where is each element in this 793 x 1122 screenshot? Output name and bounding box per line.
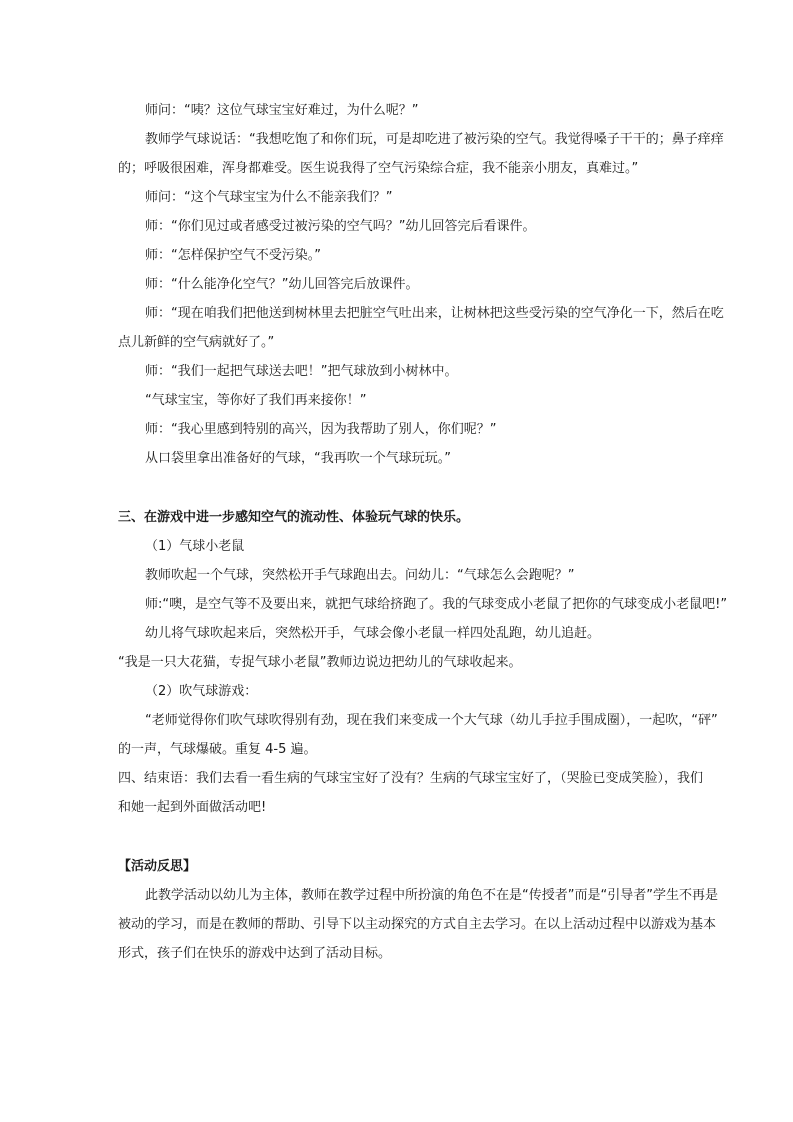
- reflection-line-1: 此教学活动以幼儿为主体，教师在教学过程中所扮演的角色不在是“传授者”而是“引导者”学生不再是: [145, 888, 718, 903]
- game-2-title: （2）吹气球游戏：: [145, 684, 258, 699]
- dialogue-line-8: 师：“现在咱我们把他送到树林里去把脏空气吐出来，让树林把这些受污染的空气净化一下，然后在吃: [145, 306, 724, 321]
- section-3-heading: 三、在游戏中进一步感知空气的流动性、体验玩气球的快乐。: [118, 510, 470, 525]
- game-line-5: “老师觉得你们吹气球吹得别有劲，现在我们来变成一个大气球（幼儿手拉手围成圈），一起吹，“砰”: [145, 713, 718, 728]
- dialogue-line-7: 师：“什么能净化空气？”幼儿回答完后放课件。: [145, 277, 419, 292]
- game-line-3: 幼儿将气球吹起来后，突然松开手，气球会像小老鼠一样四处乱跑，幼儿追赶。: [145, 626, 601, 641]
- dialogue-line-10: 师：“我们一起把气球送去吧！”把气球放到小树林中。: [145, 364, 458, 379]
- dialogue-line-6: 师：“怎样保护空气不受污染。”: [145, 248, 321, 263]
- dialogue-line-1: 师问：“咦？这位气球宝宝好难过，为什么呢？”: [145, 103, 419, 118]
- reflection-heading: 【活动反思】: [118, 859, 197, 874]
- game-line-2: 师:“噢，是空气等不及要出来，就把气球给挤跑了。我的气球变成小老鼠了把你的气球变成小老鼠吧!”: [145, 597, 728, 612]
- dialogue-line-2: 教师学气球说话：“我想吃饱了和你们玩，可是却吃进了被污染的空气。我觉得嗓子干干的；鼻子痒痒: [145, 132, 724, 147]
- closing-line-2: 和她一起到外面做活动吧!: [118, 800, 267, 815]
- closing-line-1: 四、结束语：我们去看一看生病的气球宝宝好了没有？生病的气球宝宝好了，（哭脸已变成笑脸），我们: [118, 771, 704, 786]
- game-line-4: “我是一只大花猫，专捉气球小老鼠”教师边说边把幼儿的气球收起来。: [118, 655, 522, 670]
- game-line-6: 的一声，气球爆破。重复 4-5 遍。: [118, 742, 317, 757]
- reflection-line-3: 形式，孩子们在快乐的游戏中达到了活动目标。: [118, 946, 392, 961]
- game-1-title: （1）气球小老鼠: [145, 539, 245, 554]
- dialogue-line-11: “气球宝宝，等你好了我们再来接你！”: [145, 393, 367, 408]
- game-line-1: 教师吹起一个气球，突然松开手气球跑出去。问幼儿：“气球怎么会跑呢？”: [145, 568, 575, 583]
- dialogue-line-9: 点儿新鲜的空气病就好了。”: [118, 335, 275, 350]
- dialogue-line-12: 师：“我心里感到特别的高兴，因为我帮助了别人，你们呢？”: [145, 422, 497, 437]
- dialogue-line-5: 师：“你们见过或者感受过被污染的空气吗？”幼儿回答完后看课件。: [145, 219, 536, 234]
- dialogue-line-4: 师问：“这个气球宝宝为什么不能亲我们？”: [145, 190, 393, 205]
- dialogue-line-13: 从口袋里拿出准备好的气球，“我再吹一个气球玩玩。”: [145, 451, 451, 466]
- reflection-line-2: 被动的学习，而是在教师的帮助、引导下以主动探究的方式自主去学习。在以上活动过程中以游戏为基本: [118, 917, 717, 932]
- dialogue-line-3: 的；呼吸很困难，浑身都难受。医生说我得了空气污染综合症，我不能亲小朋友，真难过。”: [118, 161, 639, 176]
